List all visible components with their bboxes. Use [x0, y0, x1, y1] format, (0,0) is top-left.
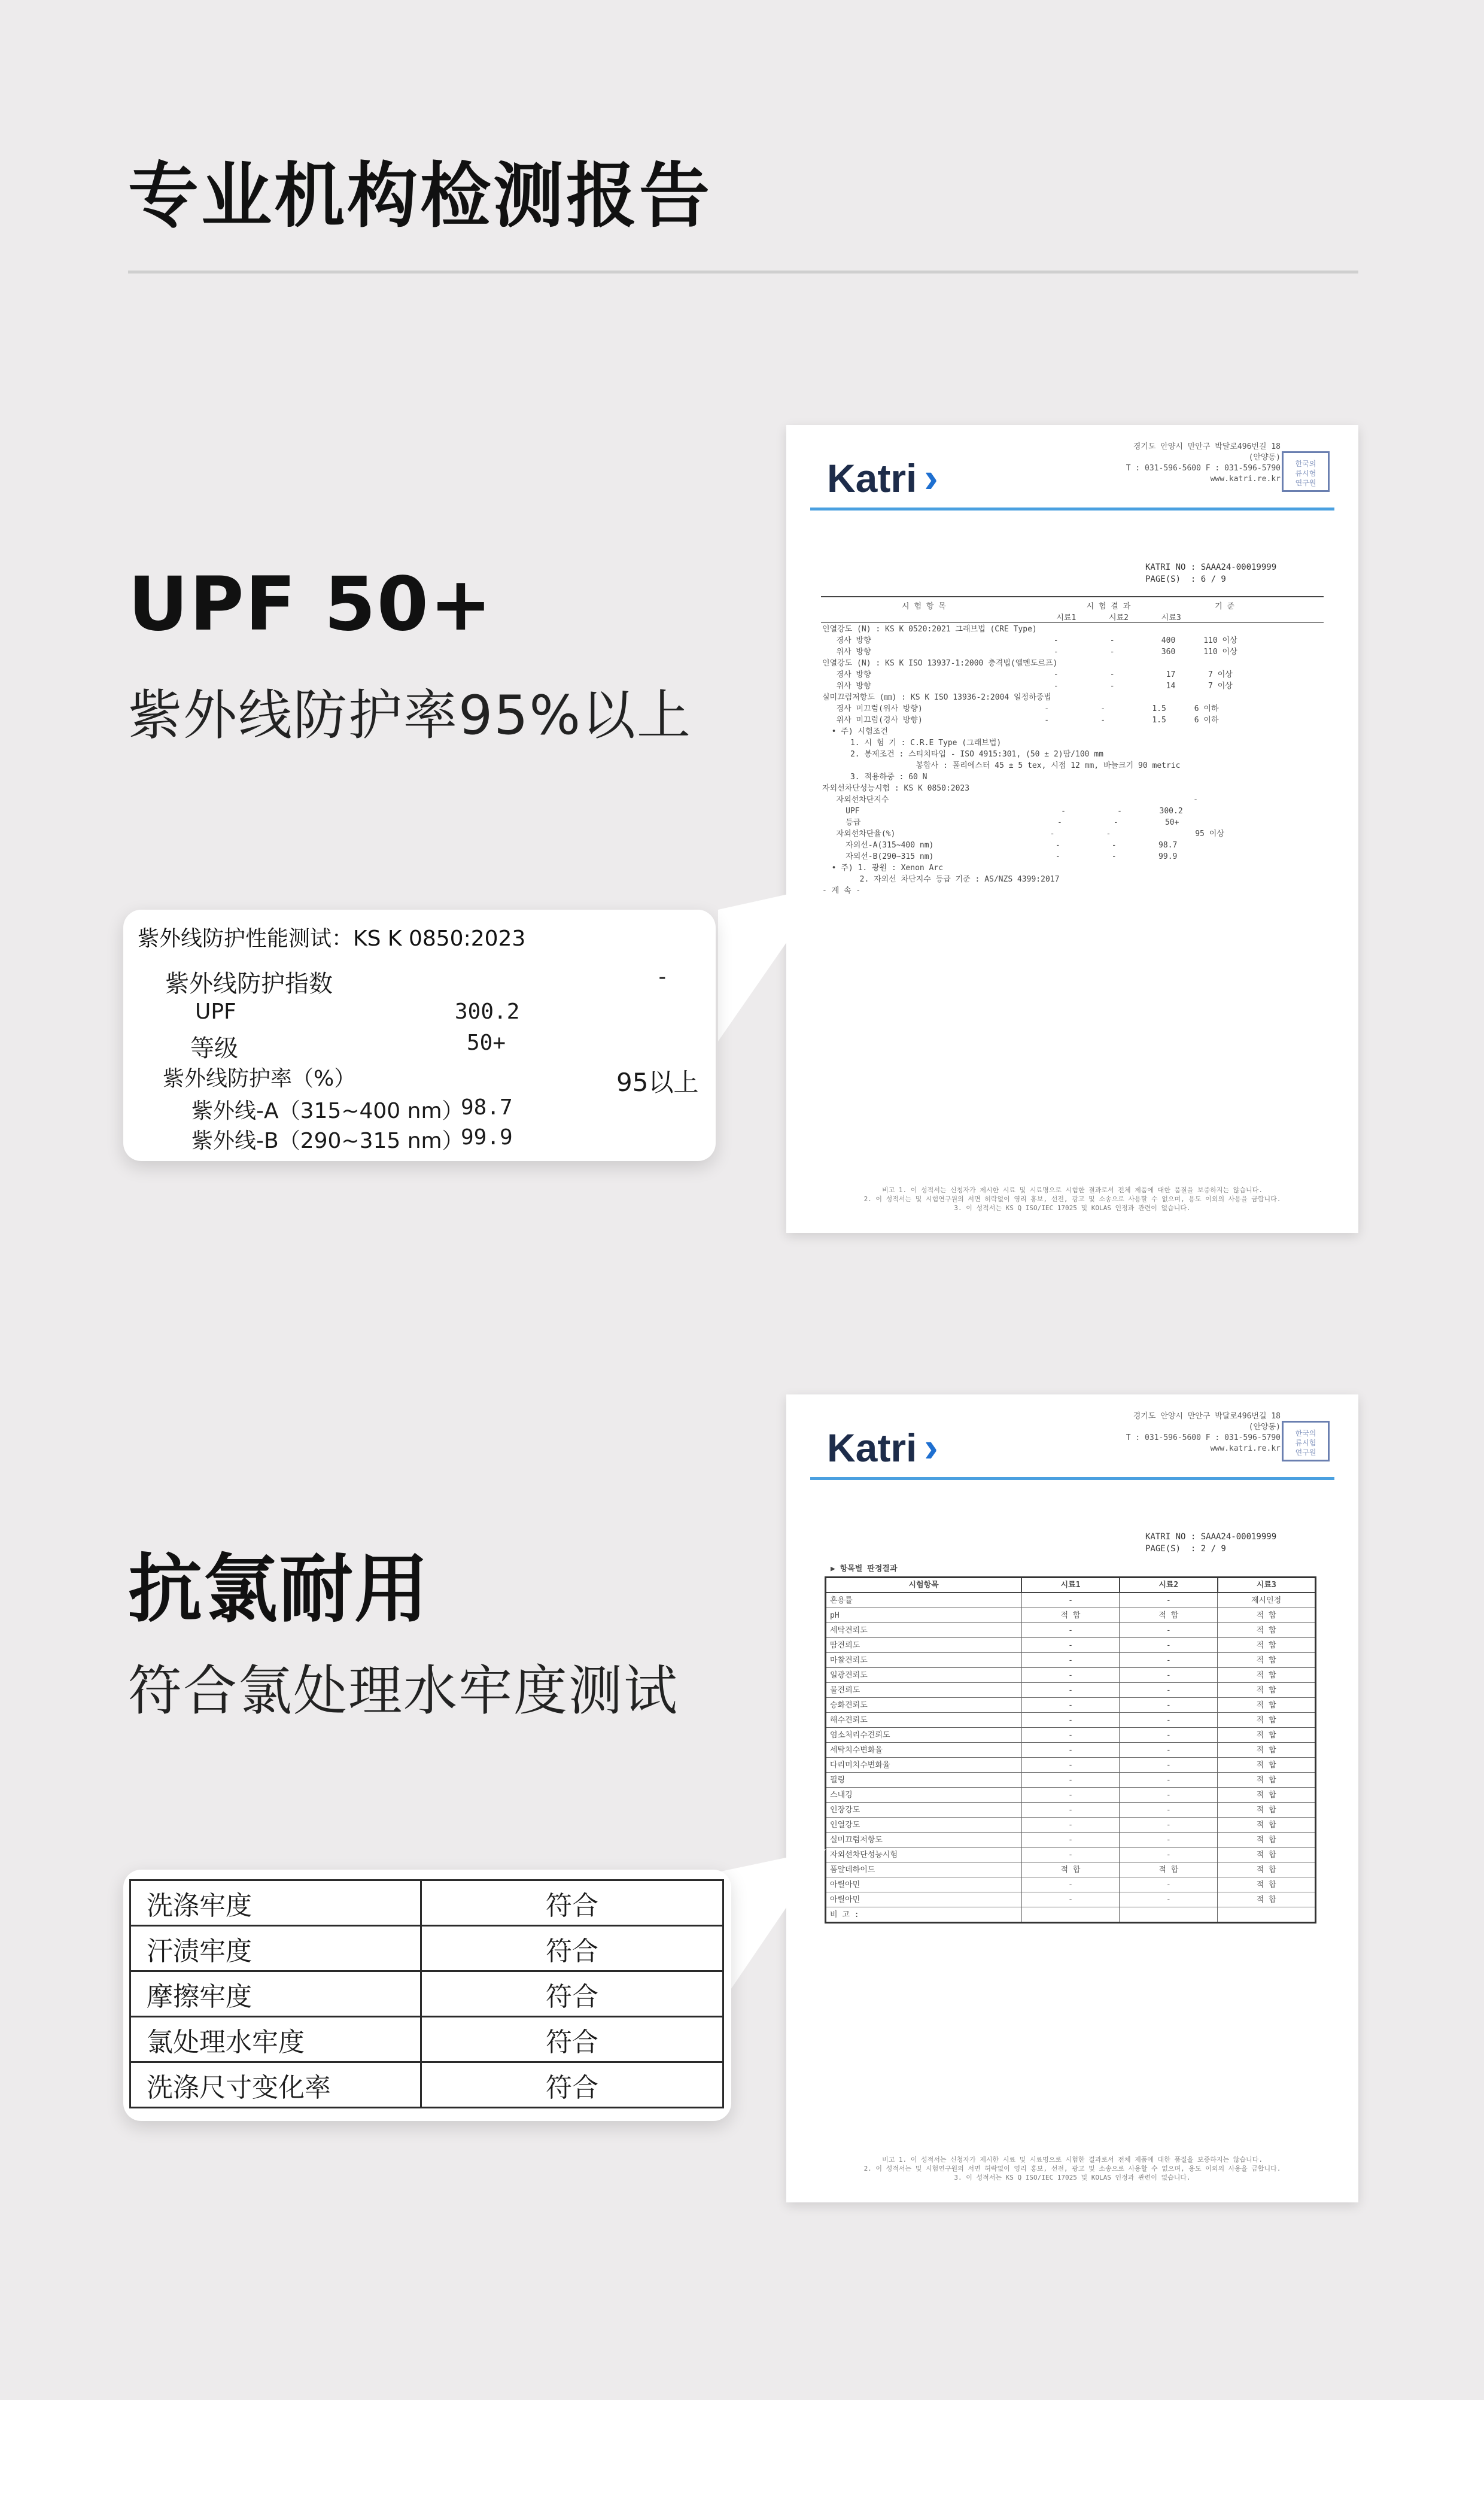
uva-value: 98.7 [461, 1095, 513, 1120]
report-column-header: 시료1 [1021, 1578, 1120, 1593]
report-table-cell: 적 합 [1218, 1713, 1316, 1728]
report-table-cell: 물견뢰도 [826, 1683, 1022, 1698]
report-table-cell: - [1120, 1892, 1218, 1907]
rate-value: 95以上 [616, 1068, 699, 1097]
page-title: 专业机构检测报告 [128, 154, 713, 237]
report-table-cell: 적 합 [1218, 1653, 1316, 1668]
report-line: UPF - - 300.2 [822, 807, 1183, 816]
fastness-value: 符合 [421, 1880, 723, 1926]
uva-label: 紫外线-A（315~400 nm） [191, 1099, 464, 1123]
page-bottom-margin [0, 2400, 1484, 2516]
report-header-rule [810, 508, 1334, 511]
report-line: 인열강도 (N) : KS K ISO 13937-1:2000 충격법(엘멘도르프) [822, 659, 1058, 668]
fastness-value: 符合 [421, 1926, 723, 1971]
report-table-cell: 승화견뢰도 [826, 1698, 1022, 1713]
section1-heading: UPF 50+ [128, 561, 493, 648]
report-table-cell: 적 합 [1218, 1788, 1316, 1803]
report-table-cell: 아릴아민 [826, 1877, 1022, 1892]
fastness-value: 符合 [421, 2062, 723, 2108]
report-table-cell: 적 합 [1218, 1833, 1316, 1848]
report-table-cell: - [1120, 1728, 1218, 1743]
report-table-row [826, 1758, 1316, 1773]
report-column-header: 시험항목 [826, 1578, 1022, 1593]
index-label: 紫外线防护指数 [165, 970, 333, 998]
report-table-cell: 폼알데하이드 [826, 1862, 1022, 1877]
report-stamp: 한국의 류시험 연구원 [1282, 451, 1330, 492]
report-table-cell: - [1120, 1803, 1218, 1818]
fastness-label: 洗涤牢度 [130, 1880, 421, 1926]
report-line: 자외선차단지수 - [822, 795, 1198, 804]
report-table-cell: - [1120, 1683, 1218, 1698]
report-table-cell: - [1021, 1758, 1120, 1773]
report-table-cell: 적 합 [1218, 1608, 1316, 1623]
callout-title: 紫外线防护性能测试：KS K 0850:2023 [138, 926, 526, 951]
report-table-cell: 아릴아민 [826, 1892, 1022, 1907]
report-table-row [826, 1713, 1316, 1728]
report-table-cell: - [1120, 1593, 1218, 1608]
report-table-row [826, 1892, 1316, 1907]
report-table-cell [1120, 1907, 1218, 1923]
report-table-cell: 적 합 [1218, 1892, 1316, 1907]
report-result-table [825, 1576, 1316, 1924]
report-table-cell: 실미끄럼저항도 [826, 1833, 1022, 1848]
uvb-label: 紫外线-B（290~315 nm） [191, 1129, 464, 1153]
report-table-cell: - [1120, 1743, 1218, 1758]
report-footer: 비고 1. 이 성적서는 신청자가 제시한 시료 및 시료명으로 시험한 결과로서 전체 제품에 대한 품질을 보증하지는 않습니다. 2. 이 성적서는 및 시험연구원의 서면 허락없이 영리 홍보, 선전, 광고 및 소송으로 사용할 수 없으며, 용도 이외의 사용을 금합니다. 3. 이 성적서는 KS Q ISO/IEC 17025 및 KOLAS 인정과 관련이 없습니다. [863, 1186, 1281, 1212]
report-table-cell: 필링 [826, 1773, 1022, 1788]
report-line: 위사 방향 - - 14 7 이상 [822, 682, 1233, 691]
report-line: 위사 미끄럼(경사 방향) - - 1.5 6 이하 [822, 716, 1219, 725]
fastness-value: 符合 [421, 2017, 723, 2062]
report-table-cell: 인열강도 [826, 1818, 1022, 1833]
katri-logo: Katri › [827, 1424, 938, 1470]
report-line: 위사 방향 - - 360 110 이상 [822, 648, 1237, 657]
report-line: 인열강도 (N) : KS K 0520:2021 그래브법 (CRE Type) [822, 625, 1037, 634]
report-header-rule [810, 1477, 1334, 1480]
rate-label: 紫外线防护率（%） [163, 1066, 356, 1091]
report-table-cell: - [1120, 1653, 1218, 1668]
report-table-cell: 자외선차단성능시험 [826, 1848, 1022, 1862]
report-table-cell: - [1021, 1818, 1120, 1833]
report-table-cell: - [1120, 1698, 1218, 1713]
report-line: 자외선-A(315~400 nm) - - 98.7 [822, 841, 1178, 850]
katri-logo: Katri › [827, 454, 938, 501]
report-table-row [826, 1877, 1316, 1892]
report-table-cell: pH [826, 1608, 1022, 1623]
report-table-cell: - [1120, 1713, 1218, 1728]
report-table-cell: 적 합 [1218, 1638, 1316, 1653]
report-table-row [826, 1907, 1316, 1923]
report-table-row [826, 1698, 1316, 1713]
report-column-header: 시료3 [1218, 1578, 1316, 1593]
report-table-cell [1021, 1907, 1120, 1923]
report-line: 자외선차단율(%) - - 95 이상 [822, 829, 1224, 838]
report-table-cell: 적 합 [1218, 1877, 1316, 1892]
fastness-label: 洗涤尺寸变化率 [130, 2062, 421, 2108]
report-table-cell: - [1021, 1593, 1120, 1608]
report-table-cell: 적 합 [1218, 1668, 1316, 1683]
report-table-row [826, 1788, 1316, 1803]
report-table-cell: 적 합 [1021, 1608, 1120, 1623]
report-line: 경사 방향 - - 400 110 이상 [822, 636, 1237, 645]
chevron-right-icon: › [924, 1424, 938, 1470]
report-table-cell: - [1120, 1788, 1218, 1803]
report-table-cell: 적 합 [1218, 1758, 1316, 1773]
report-line: 2. 봉제조건 : 스티치타입 - ISO 4915:301, (50 ± 2)땀/100 mm [822, 750, 1103, 759]
report-table-cell: - [1021, 1668, 1120, 1683]
report-table-cell: 땀견뢰도 [826, 1638, 1022, 1653]
report-table-cell: 적 합 [1218, 1698, 1316, 1713]
uvb-value: 99.9 [461, 1125, 513, 1150]
report-line: 자외선-B(290~315 nm) - - 99.9 [822, 852, 1178, 861]
section2-subheading: 符合氯处理水牢度测试 [128, 1660, 679, 1722]
report-table-cell: - [1021, 1892, 1120, 1907]
report-table-cell: 적 합 [1218, 1773, 1316, 1788]
report-table-cell: - [1120, 1773, 1218, 1788]
report-sheet-upf [786, 425, 1358, 1233]
report-line: 경사 미끄럼(위사 방향) - - 1.5 6 이하 [822, 704, 1219, 713]
fastness-value: 符合 [421, 1971, 723, 2017]
report-table-cell: - [1021, 1803, 1120, 1818]
fastness-row [130, 1971, 723, 2017]
report-table-cell: - [1120, 1877, 1218, 1892]
report-table-cell: 염소처리수견뢰도 [826, 1728, 1022, 1743]
report-table-cell: 제시인정 [1218, 1593, 1316, 1608]
report-line: 경사 방향 - - 17 7 이상 [822, 670, 1233, 679]
upf-label: UPF [195, 999, 236, 1024]
report-table-cell: 적 합 [1218, 1848, 1316, 1862]
fastness-row [130, 1926, 723, 1971]
report-table-cell: - [1120, 1623, 1218, 1638]
report-table-row [826, 1848, 1316, 1862]
grade-value: 50+ [467, 1031, 506, 1055]
report-table-cell: - [1021, 1848, 1120, 1862]
report-meta: KATRI NO : SAAA24-00019999 PAGE(S) : 6 / 9 [1145, 563, 1277, 584]
report-rule [821, 622, 1324, 623]
report-line: 등급 - - 50+ [822, 818, 1179, 827]
report-table-cell: 일광견뢰도 [826, 1668, 1022, 1683]
report-table-cell: - [1021, 1877, 1120, 1892]
report-table-cell: - [1120, 1848, 1218, 1862]
report-section-label: ▶ 항목별 판정결과 [831, 1564, 898, 1573]
report-address: 경기도 안양시 만안구 박달로496번길 18 (안양동) T : 031-596-5600 F : 031-596-5790 www.katri.re.kr [1126, 442, 1281, 484]
report-table-cell: 비 고 : [826, 1907, 1022, 1923]
index-value: - [656, 965, 669, 989]
report-table-cell: 세탁견뢰도 [826, 1623, 1022, 1638]
report-table-cell: 적 합 [1218, 1683, 1316, 1698]
report-table-cell: 적 합 [1218, 1623, 1316, 1638]
report-address: 경기도 안양시 만안구 박달로496번길 18 (안양동) T : 031-596-5600 F : 031-596-5790 www.katri.re.kr [1126, 1412, 1281, 1453]
report-table-cell: - [1021, 1653, 1120, 1668]
chevron-right-icon: › [924, 454, 938, 501]
section2-heading: 抗氯耐用 [128, 1546, 430, 1633]
report-table-cell: 적 합 [1120, 1862, 1218, 1877]
report-table-row [826, 1862, 1316, 1877]
report-table-row [826, 1653, 1316, 1668]
report-line: 봉합사 : 폴리에스터 45 ± 5 tex, 시접 12 mm, 바늘크기 90 metric [822, 761, 1181, 770]
report-table-cell: - [1021, 1833, 1120, 1848]
section1-subheading: 紫外线防护率95%以上 [128, 684, 692, 747]
fastness-callout [123, 1870, 731, 2121]
fastness-row [130, 2017, 723, 2062]
fastness-row [130, 2062, 723, 2108]
upf-value: 300.2 [455, 999, 520, 1024]
report-table-cell: 적 합 [1218, 1862, 1316, 1877]
report-table-cell: 적 합 [1218, 1818, 1316, 1833]
report-table-cell: - [1021, 1743, 1120, 1758]
report-table-row [826, 1833, 1316, 1848]
callout-pointer [706, 886, 826, 1065]
report-table-cell: 스내깅 [826, 1788, 1022, 1803]
report-table-row [826, 1818, 1316, 1833]
report-line: 자외선차단성능시험 : KS K 0850:2023 [822, 784, 970, 793]
report-line: • 주) 1. 광원 : Xenon Arc [822, 864, 944, 873]
report-footer: 비고 1. 이 성적서는 신청자가 제시한 시료 및 시료명으로 시험한 결과로서 전체 제품에 대한 품질을 보증하지는 않습니다. 2. 이 성적서는 및 시험연구원의 서면 허락없이 영리 홍보, 선전, 광고 및 소송으로 사용할 수 없으며, 용도 이외의 사용을 금합니다. 3. 이 성적서는 KS Q ISO/IEC 17025 및 KOLAS 인정과 관련이 없습니다. [863, 2156, 1281, 2181]
report-table-cell: - [1021, 1623, 1120, 1638]
upf-test-callout [123, 910, 716, 1161]
report-table-cell: 해수견뢰도 [826, 1713, 1022, 1728]
report-table-cell: 적 합 [1218, 1728, 1316, 1743]
report-table-cell: - [1120, 1758, 1218, 1773]
report-table-cell: - [1021, 1773, 1120, 1788]
report-table-cell: - [1120, 1833, 1218, 1848]
report-table-row [826, 1683, 1316, 1698]
report-line: 1. 시 험 기 : C.R.E Type (그래브법) [822, 739, 1002, 747]
report-body-text [822, 601, 1325, 897]
report-table-cell: 인장강도 [826, 1803, 1022, 1818]
report-table-cell: - [1021, 1683, 1120, 1698]
report-table-cell: - [1120, 1818, 1218, 1833]
report-table-cell: - [1021, 1728, 1120, 1743]
report-table-row [826, 1668, 1316, 1683]
report-table-cell: 마찰견뢰도 [826, 1653, 1022, 1668]
report-table-cell: - [1120, 1638, 1218, 1653]
fastness-table [129, 1879, 724, 2108]
report-table-cell: 혼용률 [826, 1593, 1022, 1608]
grade-label: 等级 [190, 1035, 238, 1062]
fastness-label: 摩擦牢度 [130, 1971, 421, 2017]
report-table-cell: 적 합 [1120, 1608, 1218, 1623]
fastness-row [130, 1880, 723, 1926]
report-line: 실미끄럼저항도 (㎜) : KS K ISO 13936-2:2004 일정하중법 [822, 693, 1051, 702]
report-table-cell [1218, 1907, 1316, 1923]
fastness-label: 氯处理水牢度 [130, 2017, 421, 2062]
report-table-row [826, 1623, 1316, 1638]
report-table-cell: 세탁치수변화율 [826, 1743, 1022, 1758]
report-table-cell: - [1021, 1698, 1120, 1713]
report-table-row [826, 1608, 1316, 1623]
report-table-row [826, 1773, 1316, 1788]
report-line: 2. 자외선 차단지수 등급 기준 : AS/NZS 4399:2017 [822, 875, 1060, 884]
report-table-row [826, 1638, 1316, 1653]
report-line: - 계 속 - [822, 886, 861, 895]
report-table-row [826, 1593, 1316, 1608]
report-line: 시료1 시료2 시료3 [822, 613, 1181, 622]
report-sheet-chlorine [786, 1394, 1358, 2202]
report-column-header: 시료2 [1120, 1578, 1218, 1593]
report-line: 시 험 항 목 시 험 결 과 기 준 [822, 602, 1235, 611]
report-table-cell: 적 합 [1021, 1862, 1120, 1877]
report-table-cell: - [1021, 1713, 1120, 1728]
report-table-cell: 적 합 [1218, 1803, 1316, 1818]
report-table-cell: - [1021, 1788, 1120, 1803]
report-table-cell: - [1120, 1668, 1218, 1683]
report-rule [821, 596, 1324, 597]
report-table-row [826, 1803, 1316, 1818]
report-line: • 주) 시험조건 [822, 727, 888, 736]
report-table-cell: - [1021, 1638, 1120, 1653]
report-line: 3. 적용하중 : 60 N [822, 773, 928, 782]
fastness-label: 汗渍牢度 [130, 1926, 421, 1971]
report-meta: KATRI NO : SAAA24-00019999 PAGE(S) : 2 / 9 [1145, 1532, 1277, 1554]
report-table-cell: 적 합 [1218, 1743, 1316, 1758]
title-divider [128, 271, 1358, 274]
report-table-cell: 다리미치수변화율 [826, 1758, 1022, 1773]
report-table-row [826, 1728, 1316, 1743]
report-stamp: 한국의 류시험 연구원 [1282, 1421, 1330, 1461]
report-table-row [826, 1743, 1316, 1758]
